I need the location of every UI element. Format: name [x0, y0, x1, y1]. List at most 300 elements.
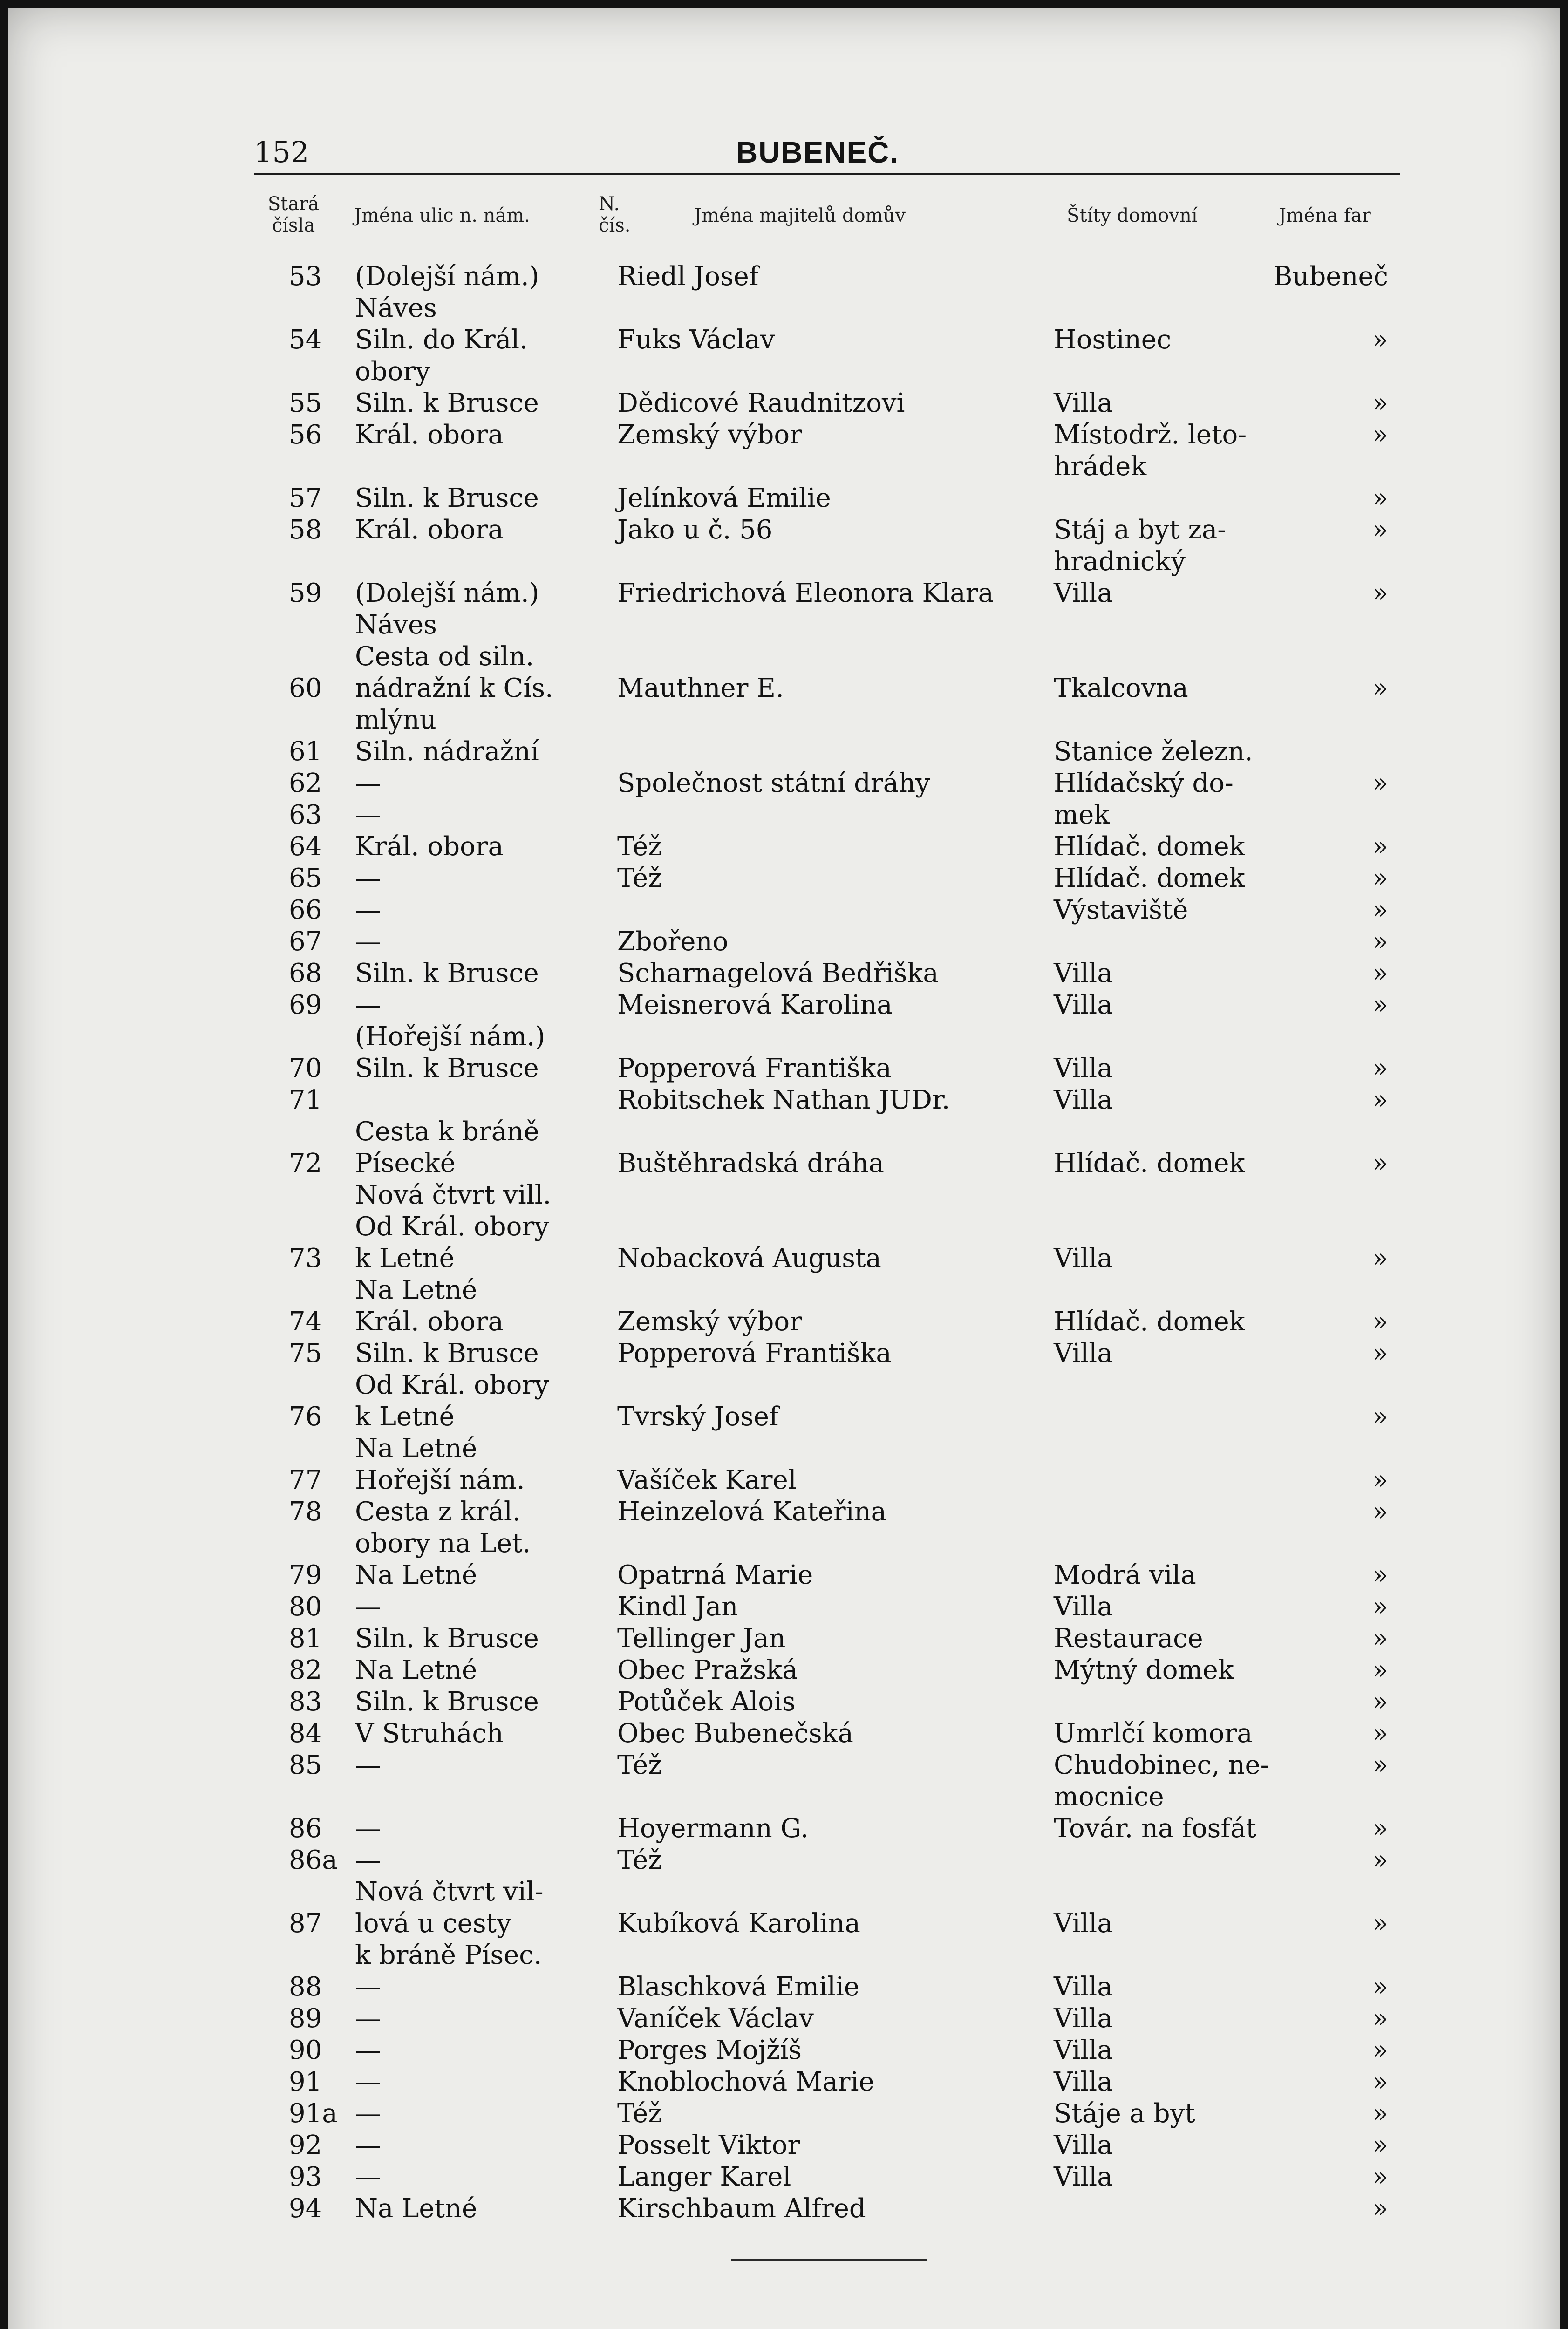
owner-name: Friedrichová Eleonora Klara [617, 578, 994, 608]
parish-name: » [1372, 1687, 1388, 1717]
table-row [0, 641, 1568, 736]
street-name-cell [355, 1559, 597, 1591]
street-name-cell [355, 2098, 597, 2130]
house-sign: Místodrž. leto- [1054, 420, 1247, 450]
parish-name-cell [1258, 2035, 1388, 2066]
street-name-cell [355, 514, 597, 546]
old-number-cell [289, 1623, 354, 1655]
table-row [0, 894, 1568, 926]
owner-name-cell [617, 1053, 1036, 1084]
parish-name-cell [1258, 1750, 1388, 1781]
parish-name: » [1372, 673, 1388, 703]
old-number-cell [289, 419, 354, 451]
owner-name-cell [617, 1084, 1036, 1116]
street-name: Siln. k Brusce [355, 1687, 539, 1717]
street-name-cell [355, 1655, 597, 1686]
owner-name-cell [617, 388, 1036, 419]
owner-name: Robitschek Nathan JUDr. [617, 1085, 950, 1115]
street-name: — [355, 1845, 381, 1875]
street-name-cell [355, 2161, 597, 2193]
old-number: 64 [289, 831, 322, 862]
old-number: 68 [289, 958, 322, 988]
street-name: Cesta od siln. [355, 641, 534, 672]
parish-name-cell [1258, 863, 1388, 894]
owner-name: Též [617, 1750, 662, 1780]
old-number-cell [289, 1306, 354, 1338]
street-name: Nová čtvrt vil- [355, 1877, 544, 1907]
street-name-cell [355, 1591, 597, 1623]
street-name-cell [355, 1971, 597, 2003]
parish-name-cell [1258, 2066, 1388, 2098]
col-parish: Jména far [1279, 205, 1371, 226]
house-sign: Villa [1054, 1085, 1113, 1115]
owner-name-cell [617, 1559, 1036, 1591]
old-number-cell [289, 1750, 354, 1781]
owner-name-cell [617, 1686, 1036, 1718]
street-name-cell [355, 1338, 597, 1369]
house-sign: Villa [1054, 578, 1113, 608]
owner-name: Opatrná Marie [617, 1560, 813, 1590]
page-number: 152 [254, 135, 309, 169]
street-name: — [355, 2003, 381, 2034]
old-number-cell [289, 958, 354, 989]
parish-name: » [1372, 1307, 1388, 1337]
house-sign: Stáje a byt [1054, 2098, 1195, 2129]
parish-name-cell [1258, 2098, 1388, 2130]
street-name-cell [355, 1369, 597, 1464]
table-row [0, 1496, 1568, 1559]
col-street: Jména ulic n. nám. [354, 205, 530, 226]
table-row [0, 1369, 1568, 1464]
house-sign: Umrlčí komora [1054, 1718, 1253, 1749]
street-name-cell [355, 1053, 597, 1084]
owner-name: Jako u č. 56 [617, 515, 773, 545]
owner-name: Vaníček Václav [617, 2003, 814, 2034]
parish-name-cell [1258, 1655, 1388, 1686]
old-number-cell [289, 2066, 354, 2098]
parish-name-cell [1258, 958, 1388, 989]
old-number: 91a [289, 2098, 338, 2129]
parish-name: » [1372, 1908, 1388, 1939]
old-number: 69 [289, 990, 322, 1020]
house-sign: Villa [1054, 1908, 1113, 1939]
table-row [0, 1464, 1568, 1496]
street-name-cell [355, 863, 597, 894]
old-number-cell [289, 1464, 354, 1496]
old-number: 81 [289, 1623, 322, 1654]
street-name: Král. obora [355, 515, 504, 545]
old-number: 91 [289, 2067, 322, 2097]
table-row [0, 1655, 1568, 1686]
owner-name-cell [617, 1623, 1036, 1655]
house-sign: Továr. na fosfát [1054, 1813, 1257, 1844]
old-number-cell [289, 894, 354, 926]
parish-name: » [1372, 2003, 1388, 2034]
owner-name: Obec Pražská [617, 1655, 798, 1685]
street-name-cell [355, 831, 597, 863]
street-name: — [355, 2035, 381, 2065]
parish-name-cell [1258, 1623, 1388, 1655]
house-sign: Hlídač. domek [1054, 831, 1245, 862]
house-sign: Villa [1054, 1972, 1113, 2002]
street-name: — [355, 1813, 381, 1844]
street-name-cell [355, 2130, 597, 2161]
old-number: 58 [289, 515, 322, 545]
parish-name: » [1372, 1148, 1388, 1178]
table-row [0, 1116, 1568, 1211]
old-number: 72 [289, 1148, 322, 1178]
owner-name-cell [617, 578, 1036, 609]
street-name-cell [355, 1750, 597, 1781]
table-row [0, 1750, 1568, 1813]
col-new-numbers-line2: čís. [599, 215, 631, 236]
house-sign: Hostinec [1054, 325, 1172, 355]
street-name-cell [355, 1496, 597, 1559]
street-name: V Struhách [355, 1718, 504, 1749]
parish-name: » [1372, 1592, 1388, 1622]
table-row [0, 1623, 1568, 1655]
house-sign: Villa [1054, 1338, 1113, 1369]
street-name: Na Letné [355, 1275, 477, 1305]
street-name: Na Letné [355, 2193, 477, 2224]
owner-name: Společnost státní dráhy [617, 768, 930, 798]
old-number: 75 [289, 1338, 322, 1369]
street-name-cell [355, 483, 597, 514]
street-name: — [355, 1972, 381, 2002]
old-number-cell [289, 831, 354, 863]
parish-name: » [1372, 1085, 1388, 1115]
house-sign: Villa [1054, 958, 1113, 988]
street-name: mlýnu [355, 705, 436, 735]
old-number: 82 [289, 1655, 322, 1685]
old-number-cell [289, 673, 354, 704]
old-number: 94 [289, 2193, 322, 2224]
street-name-cell [355, 1211, 597, 1306]
street-name: obory na Let. [355, 1528, 531, 1559]
owner-name: Též [617, 2098, 662, 2129]
old-number-cell [289, 2003, 354, 2035]
table-row [0, 2161, 1568, 2193]
street-name: (Dolejší nám.) [355, 261, 539, 292]
house-sign: Restaurace [1054, 1623, 1203, 1654]
owner-name: Dědicové Raudnitzovi [617, 388, 905, 418]
owner-name: Zbořeno [617, 926, 729, 957]
table-row [0, 2003, 1568, 2035]
owner-name: Hoyermann G. [617, 1813, 809, 1844]
street-name: Siln. do Král. [355, 325, 528, 355]
table-row [0, 958, 1568, 989]
street-name: Na Letné [355, 1560, 477, 1590]
old-number: 85 [289, 1750, 322, 1780]
parish-name: » [1372, 926, 1388, 957]
old-number: 55 [289, 388, 322, 418]
owner-name: Buštěhradská dráha [617, 1148, 884, 1178]
parish-name: » [1372, 388, 1388, 418]
table-row [0, 2066, 1568, 2098]
parish-name: » [1372, 1053, 1388, 1083]
owner-name-cell [617, 958, 1036, 989]
house-sign: Hlídačský do- [1054, 768, 1234, 798]
street-name: obory [355, 356, 430, 387]
table-row [0, 831, 1568, 863]
table-row [0, 863, 1568, 894]
parish-name-cell [1258, 1686, 1388, 1718]
parish-name-cell [1258, 2193, 1388, 2225]
owner-name-cell [617, 324, 1036, 356]
old-number-cell [289, 1084, 354, 1116]
old-number: 78 [289, 1497, 322, 1527]
street-name-cell [355, 2066, 597, 2098]
old-number-cell [289, 1718, 354, 1750]
owner-name-cell [617, 926, 1036, 958]
parish-name: » [1372, 1560, 1388, 1590]
old-number-cell [289, 2035, 354, 2066]
house-sign: Stáj a byt za- [1054, 515, 1227, 545]
parish-name-cell [1258, 1306, 1388, 1338]
owner-name: Popperová Františka [617, 1053, 892, 1083]
owner-name: Též [617, 863, 662, 893]
table-row [0, 1591, 1568, 1623]
house-sign: Modrá vila [1054, 1560, 1196, 1590]
owner-name: Zemský výbor [617, 420, 802, 450]
table-row [0, 1053, 1568, 1084]
street-name-cell [355, 926, 597, 958]
street-name-cell [355, 2193, 597, 2225]
old-number: 90 [289, 2035, 322, 2065]
header-rule [254, 173, 1400, 175]
street-name-cell [355, 989, 597, 1053]
owner-name: Fuks Václav [617, 325, 775, 355]
street-name: — [355, 2098, 381, 2129]
old-number-cell [289, 926, 354, 958]
street-name: Siln. nádražní [355, 736, 539, 767]
owner-name-cell [617, 1591, 1036, 1623]
parish-name-cell [1258, 673, 1388, 704]
street-name: — [355, 768, 381, 798]
old-number: 56 [289, 420, 322, 450]
parish-name: » [1372, 863, 1388, 893]
owner-name-cell [617, 768, 1036, 799]
old-number-cell [289, 1053, 354, 1084]
parish-name: » [1372, 325, 1388, 355]
table-row [0, 514, 1568, 578]
parish-name-cell [1258, 1338, 1388, 1369]
owner-name: Zemský výbor [617, 1307, 802, 1337]
parish-name: » [1372, 1972, 1388, 2002]
owner-name-cell [617, 1655, 1036, 1686]
owner-name-cell [617, 2193, 1036, 2225]
table-row [0, 388, 1568, 419]
owner-name: Též [617, 831, 662, 862]
house-sign: Villa [1054, 1053, 1113, 1083]
table-row [0, 1971, 1568, 2003]
parish-name-cell [1258, 1718, 1388, 1750]
street-name: — [355, 990, 381, 1020]
street-name: Cesta z král. [355, 1497, 521, 1527]
parish-name: » [1372, 1750, 1388, 1780]
street-name: Siln. k Brusce [355, 483, 539, 513]
owner-name-cell [617, 673, 1036, 704]
old-number: 93 [289, 2162, 322, 2192]
table-row [0, 261, 1568, 324]
owner-name-cell [617, 1908, 1036, 1940]
street-name: lová u cesty [355, 1908, 511, 1939]
parish-name: » [1372, 1402, 1388, 1432]
house-sign: Villa [1054, 2130, 1113, 2160]
house-sign: Chudobinec, ne- [1054, 1750, 1269, 1780]
owner-name: Heinzelová Kateřina [617, 1497, 887, 1527]
street-name: Nová čtvrt vill. [355, 1180, 552, 1210]
old-number: 54 [289, 325, 322, 355]
owner-name: Knoblochová Marie [617, 2067, 874, 2097]
parish-name: » [1372, 1465, 1388, 1495]
old-number-cell [289, 2130, 354, 2161]
parish-name-cell [1258, 1243, 1388, 1274]
house-sign: Mýtný domek [1054, 1655, 1234, 1685]
col-signs: Štíty domovní [1067, 205, 1198, 226]
house-sign: Villa [1054, 388, 1113, 418]
house-sign: Hlídač. domek [1054, 1148, 1245, 1178]
street-name-cell [355, 1876, 597, 1971]
house-sign: Villa [1054, 990, 1113, 1020]
parish-name-cell [1258, 2161, 1388, 2193]
old-number-cell [289, 1845, 354, 1876]
parish-name-cell [1258, 261, 1388, 293]
street-name-cell [355, 1623, 597, 1655]
old-number-cell [289, 863, 354, 894]
street-name-cell [355, 958, 597, 989]
street-name: Náves [355, 610, 437, 640]
table-row [0, 1718, 1568, 1750]
owner-name: Potůček Alois [617, 1687, 796, 1717]
street-name: — [355, 926, 381, 957]
owner-name: Tvrský Josef [617, 1402, 779, 1432]
col-old-numbers-line1: Stará [267, 193, 320, 215]
house-sign: Villa [1054, 2162, 1113, 2192]
old-number-cell [289, 1401, 354, 1433]
page-header [0, 135, 1568, 177]
old-number-cell [289, 1686, 354, 1718]
street-name: Siln. k Brusce [355, 388, 539, 418]
old-number: 61 [289, 736, 322, 767]
parish-name-cell [1258, 989, 1388, 1021]
old-number: 66 [289, 895, 322, 925]
old-number: 53 [289, 261, 322, 292]
old-number: 86a [289, 1845, 338, 1875]
parish-name-cell [1258, 1813, 1388, 1845]
owner-name-cell [617, 2130, 1036, 2161]
owner-name-cell [617, 1971, 1036, 2003]
owner-name: Scharnagelová Bedřiška [617, 958, 939, 988]
old-number: 89 [289, 2003, 322, 2034]
street-name: — [355, 1750, 381, 1780]
table-row [0, 989, 1568, 1053]
parish-name-cell [1258, 1845, 1388, 1876]
owner-name-cell [617, 989, 1036, 1021]
street-name: Písecké [355, 1148, 456, 1178]
parish-name: » [1372, 1655, 1388, 1685]
parish-name: » [1372, 578, 1388, 608]
owner-name: Nobacková Augusta [617, 1243, 881, 1273]
table-row [0, 1211, 1568, 1306]
house-sign: hradnický [1054, 546, 1186, 577]
old-number: 86 [289, 1813, 322, 1844]
street-name: Náves [355, 293, 437, 323]
parish-name-cell [1258, 1559, 1388, 1591]
owner-name: Kirschbaum Alfred [617, 2193, 866, 2224]
old-number-cell [289, 578, 354, 609]
parish-name-cell [1258, 324, 1388, 356]
owner-name: Kubíková Karolina [617, 1908, 860, 1939]
street-name-cell [355, 388, 597, 419]
old-number-cell [289, 1148, 354, 1179]
owner-name: Meisnerová Karolina [617, 990, 893, 1020]
street-name: — [355, 800, 381, 830]
parish-name: » [1372, 483, 1388, 513]
parish-name: » [1372, 2193, 1388, 2224]
parish-name-cell [1258, 2130, 1388, 2161]
street-name: Siln. k Brusce [355, 1623, 539, 1654]
owner-name: Kindl Jan [617, 1592, 738, 1622]
owner-name-cell [617, 419, 1036, 451]
street-name-cell [355, 736, 597, 831]
owner-name: Riedl Josef [617, 261, 759, 292]
house-sign: hrádek [1054, 451, 1147, 482]
street-name-cell [355, 1845, 597, 1876]
old-number-cell [289, 2193, 354, 2225]
old-number-cell [289, 1971, 354, 2003]
old-number-cell [289, 514, 354, 546]
table-row [0, 419, 1568, 483]
old-number-cell [289, 1813, 354, 1845]
old-number-cell [289, 1496, 354, 1528]
parish-name: » [1372, 1623, 1388, 1654]
parish-name: » [1372, 1845, 1388, 1875]
street-name: Na Letné [355, 1655, 477, 1685]
owner-name-cell [617, 1845, 1036, 1876]
table-row [0, 2035, 1568, 2066]
parish-name: » [1372, 1497, 1388, 1527]
old-number-cell [289, 388, 354, 419]
parish-name-cell [1258, 1464, 1388, 1496]
old-number: 74 [289, 1307, 322, 1337]
owner-name: Vašíček Karel [617, 1465, 797, 1495]
street-name-cell [355, 1464, 597, 1496]
owner-name-cell [617, 261, 1036, 293]
house-sign: Villa [1054, 2067, 1113, 2097]
old-number: 57 [289, 483, 322, 513]
owner-name-cell [617, 1306, 1036, 1338]
col-old-numbers [266, 193, 321, 236]
house-sign: Stanice železn. [1054, 736, 1253, 767]
old-number: 65 [289, 863, 322, 893]
old-number: 83 [289, 1687, 322, 1717]
owner-name-cell [617, 2003, 1036, 2035]
parish-name-cell [1258, 2003, 1388, 2035]
parish-name-cell [1258, 768, 1388, 799]
table-row [0, 1845, 1568, 1876]
street-name-cell [355, 2003, 597, 2035]
col-old-numbers-line2: čísla [272, 215, 315, 236]
parish-name-cell [1258, 1084, 1388, 1116]
parish-name: » [1372, 1243, 1388, 1273]
street-name: Cesta k bráně [355, 1117, 539, 1147]
house-sign: Villa [1054, 1592, 1113, 1622]
old-number: 60 [289, 673, 322, 703]
house-sign: Výstaviště [1054, 895, 1188, 925]
table-row [0, 926, 1568, 958]
owner-name-cell [617, 2161, 1036, 2193]
